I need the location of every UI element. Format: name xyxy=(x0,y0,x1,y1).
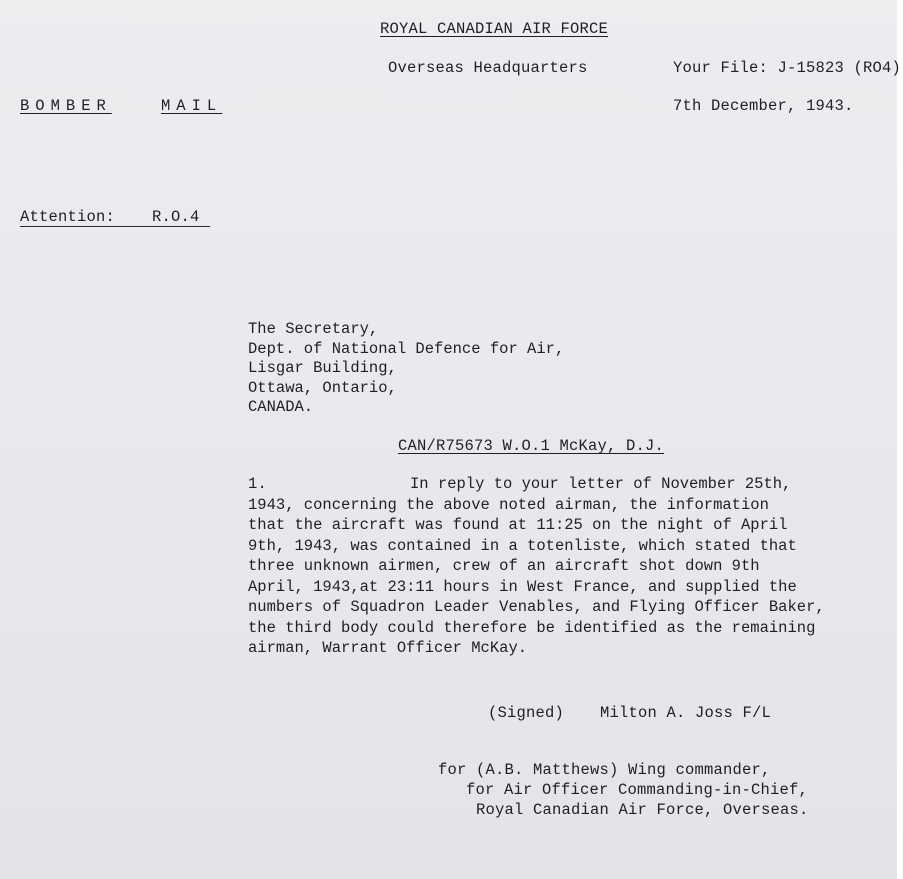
recipient-address xyxy=(248,320,564,418)
subject-line: CAN/R75673 W.O.1 McKay, D.J. xyxy=(398,437,665,455)
paragraph-line: the third body could therefore be identified as the remaining xyxy=(248,618,816,637)
letter-date: 7th December, 1943. xyxy=(673,97,854,115)
body-paragraph xyxy=(248,474,848,659)
address-line: Lisgar Building, xyxy=(248,359,397,377)
paragraph-line: airman, Warrant Officer McKay. xyxy=(248,639,528,657)
paragraph-line: April, 1943,at 23:11 hours in West France, and supplied the xyxy=(248,577,797,596)
signoff-line-2: for Air Officer Commanding-in-Chief, xyxy=(466,781,809,799)
signatory-name: Milton A. Joss F/L xyxy=(600,704,772,722)
attention-underline xyxy=(20,226,210,227)
attention-label: Attention: xyxy=(20,208,116,226)
file-reference: Your File: J-15823 (RO4) xyxy=(673,59,902,77)
signed-marker: (Signed) xyxy=(488,704,565,722)
paper-edge xyxy=(897,0,903,879)
paragraph-number: 1. xyxy=(248,475,268,493)
office-name: Overseas Headquarters xyxy=(388,59,588,77)
address-line: Ottawa, Ontario, xyxy=(248,378,397,397)
signoff-line-3: Royal Canadian Air Force, Overseas. xyxy=(476,801,809,819)
paragraph-line: numbers of Squadron Leader Venables, and Flying Officer Baker, xyxy=(248,598,825,616)
classification-word-2: MAIL xyxy=(161,97,223,115)
classification-word-1: BOMBER xyxy=(20,97,112,115)
paragraph-line: In reply to your letter of November 25th, xyxy=(410,475,792,493)
signoff-line-1: for (A.B. Matthews) Wing commander, xyxy=(438,761,771,779)
attention-value: R.O.4 xyxy=(152,208,200,226)
address-line: CANADA. xyxy=(248,398,314,416)
paragraph-line: 1943, concerning the above noted airman, the information xyxy=(248,495,769,514)
address-line: The Secretary, xyxy=(248,320,379,338)
address-line: Dept. of National Defence for Air, xyxy=(248,339,565,358)
paragraph-line: that the aircraft was found at 11:25 on the night of April xyxy=(248,516,788,534)
paragraph-line: three unknown airmen, crew of an aircraft shot down 9th xyxy=(248,557,760,575)
paragraph-line: 9th, 1943, was contained in a totenliste, which stated that xyxy=(248,536,797,555)
organization-heading: ROYAL CANADIAN AIR FORCE xyxy=(380,20,609,38)
